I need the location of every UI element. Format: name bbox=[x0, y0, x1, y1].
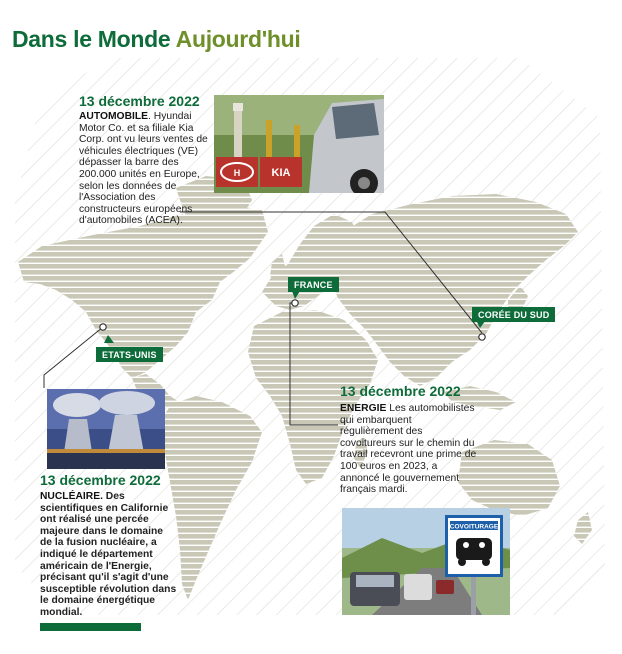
auto-body bbox=[79, 111, 211, 227]
dot-korea bbox=[479, 334, 485, 340]
tag-etats-unis: ETATS-UNIS bbox=[96, 347, 163, 362]
title-part-2: Aujourd'hui bbox=[175, 26, 301, 52]
energie-body bbox=[340, 403, 477, 496]
nucleaire-body bbox=[40, 491, 177, 619]
nucleaire-date: 13 décembre 2022 bbox=[40, 472, 161, 488]
dot-france bbox=[292, 300, 298, 306]
auto-date: 13 décembre 2022 bbox=[79, 93, 200, 109]
nucleaire-kicker: NUCLÉAIRE. bbox=[40, 491, 103, 502]
auto-text: . Hyundai Motor Co. et sa filiale Kia Corp. ont vu leurs ventes de véhicules électriques (VE) dépasser la barre des 200.000 unités en Europe, selon les données de l'Association des constructeurs européens d'automobiles (ACEA). bbox=[79, 111, 208, 227]
tag-coree-du-sud: CORÉE DU SUD bbox=[472, 307, 555, 322]
tag-france: FRANCE bbox=[288, 277, 339, 292]
auto-kicker: AUTOMOBILE bbox=[79, 111, 149, 122]
decorative-green-bar bbox=[40, 623, 141, 631]
title-part-1: Dans le Monde bbox=[12, 26, 171, 52]
ev-charging-photo bbox=[214, 95, 384, 193]
energie-date: 13 décembre 2022 bbox=[340, 383, 461, 399]
nucleaire-text: Des scientifiques en Californie ont réalisé une percée majeure dans le domaine de la fusion nucléaire, a indiqué le département américain de l'Energie, précisant qu'il s'agit d'une susceptible révolution dans le domaine énergétique mondial. bbox=[40, 491, 177, 618]
kia-logo: KIA bbox=[271, 167, 291, 179]
energie-kicker: ENERGIE bbox=[340, 403, 387, 414]
dot-usa bbox=[100, 324, 106, 330]
carpool-road-photo bbox=[342, 508, 510, 615]
nuclear-plant-photo bbox=[47, 389, 165, 469]
covoiturage-sign-label: COVOITURAGE bbox=[449, 523, 499, 531]
hyundai-logo: H bbox=[233, 168, 241, 178]
energie-text: Les automobilistes qui embarquent régulièrement des covoitureurs sur le chemin du travail recevront une prime de 100 euros en 2023, a annoncé le gouvernement français mardi. bbox=[340, 403, 477, 496]
